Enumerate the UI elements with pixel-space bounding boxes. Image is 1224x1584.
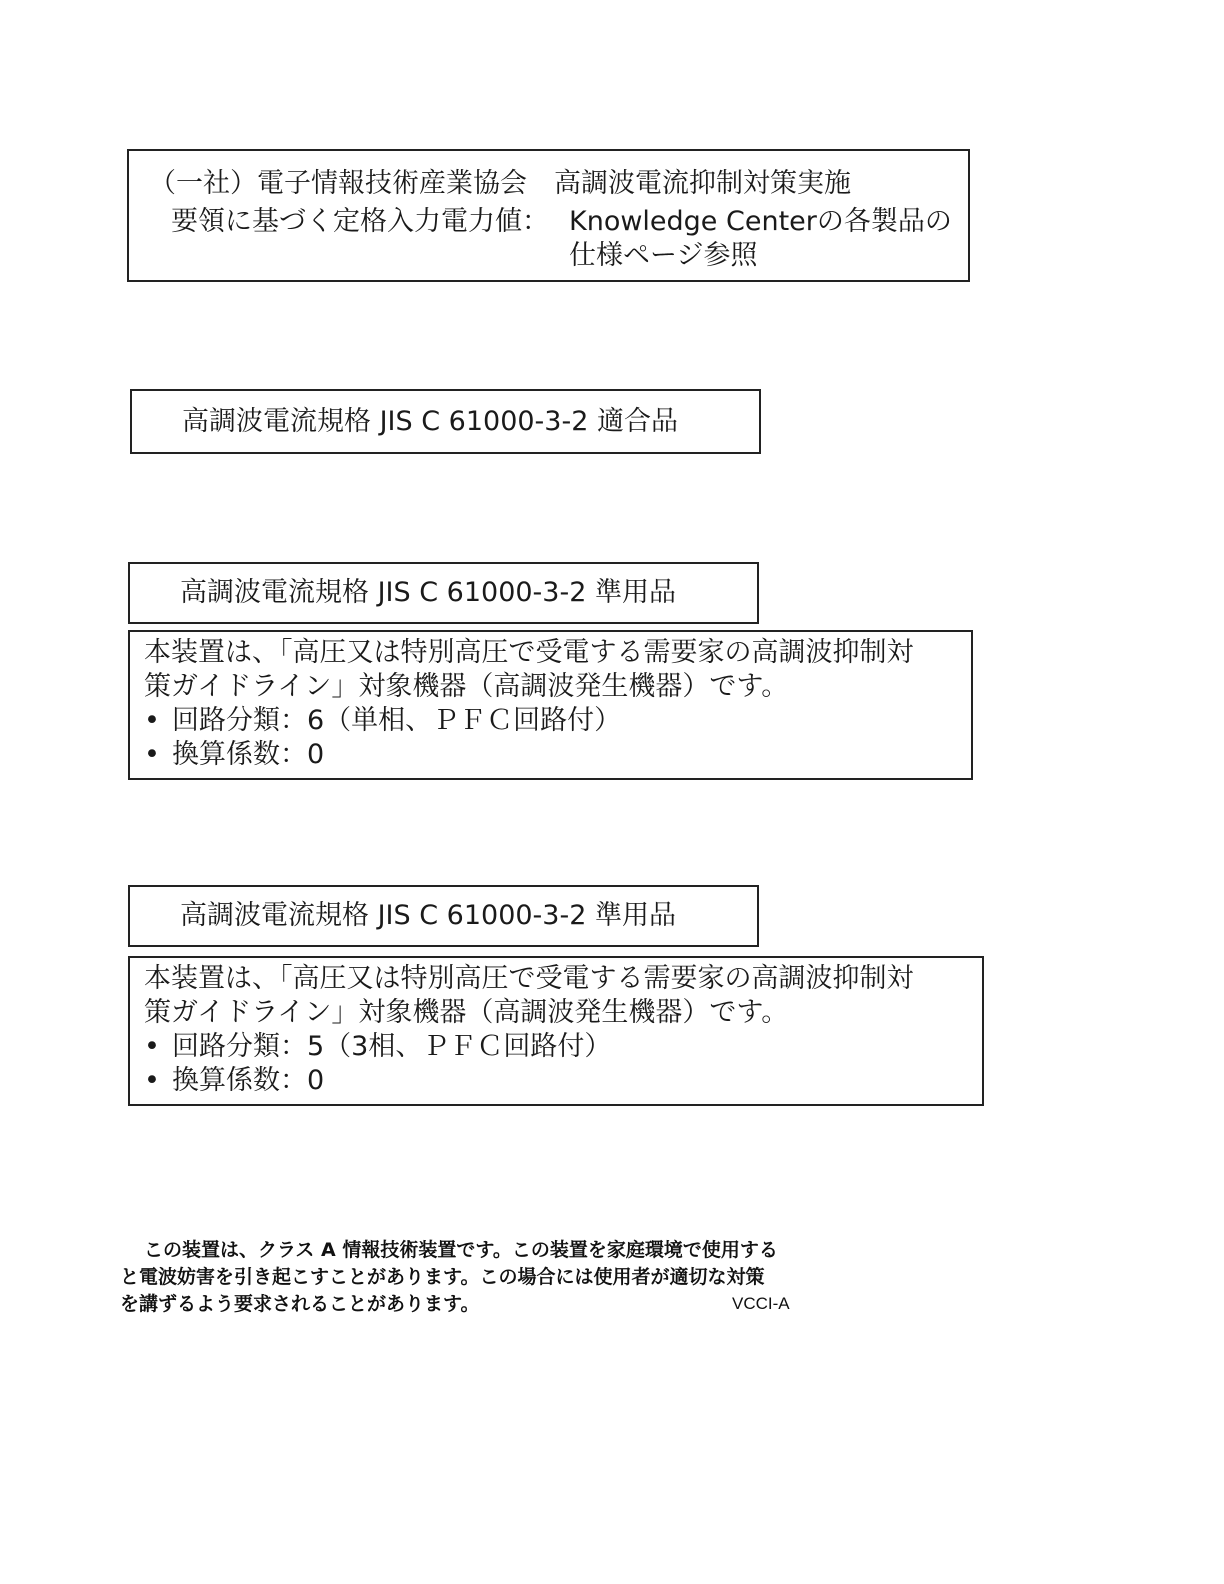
bullet-icon: • (144, 705, 160, 736)
jis-standard-compliant-box (130, 389, 761, 454)
rated-input-label: 要領に基づく定格入力電力値： (171, 206, 549, 237)
guideline-text-line: 本装置は、「高圧又は特別高圧で受電する需要家の高調波抑制対 (144, 637, 914, 668)
bullet-icon: • (144, 1065, 160, 1096)
guideline-text-line: 本装置は、「高圧又は特別高圧で受電する需要家の高調波抑制対 (144, 963, 914, 994)
circuit-classification: 回路分類：5（3相、ＰＦＣ回路付） (172, 1031, 612, 1062)
list-item (144, 738, 959, 772)
conversion-factor: 換算係数：0 (172, 739, 325, 770)
jis-standard-label: 高調波電流規格 JIS C 61000-3-2 適合品 (182, 405, 678, 437)
harmonic-guideline-box-1 (128, 630, 973, 780)
harmonic-guideline-box-2 (128, 956, 984, 1106)
guideline-text-line: 策ガイドライン」対象機器（高調波発生機器）です。 (144, 671, 789, 702)
bullet-icon: • (144, 739, 160, 770)
list-item (144, 1030, 970, 1064)
guideline-list (144, 704, 959, 772)
list-item (144, 1064, 970, 1098)
vcci-class-mark: VCCI-A (732, 1294, 790, 1313)
rated-input-value-continued: 仕様ページ参照 (569, 240, 758, 271)
list-item (144, 704, 959, 738)
jis-standard-label: 高調波電流規格 JIS C 61000-3-2 準用品 (180, 900, 676, 931)
vcci-notice-line: を講ずるよう要求されることがあります。 (120, 1293, 480, 1315)
conversion-factor: 換算係数：0 (172, 1065, 325, 1096)
jis-standard-label: 高調波電流規格 JIS C 61000-3-2 準用品 (180, 577, 676, 608)
jis-standard-applied-box-2 (128, 885, 759, 947)
vcci-notice-line: と電波妨害を引き起こすことがあります。この場合には使用者が適切な対策 (120, 1266, 765, 1288)
guideline-text-line: 策ガイドライン」対象機器（高調波発生機器）です。 (144, 997, 789, 1028)
circuit-classification: 回路分類：6（単相、ＰＦＣ回路付） (172, 705, 622, 736)
vcci-notice-line: この装置は、クラス A 情報技術装置です。この装置を家庭環境で使用する (144, 1239, 778, 1261)
rated-input-line-1: （一社）電子情報技術産業協会 高調波電流抑制対策実施 (149, 168, 851, 199)
jis-standard-applied-box-1 (128, 562, 759, 624)
guideline-list (144, 1030, 970, 1098)
rated-input-notice-box (127, 149, 970, 282)
rated-input-value: Knowledge Centerの各製品の (569, 206, 952, 237)
bullet-icon: • (144, 1031, 160, 1062)
